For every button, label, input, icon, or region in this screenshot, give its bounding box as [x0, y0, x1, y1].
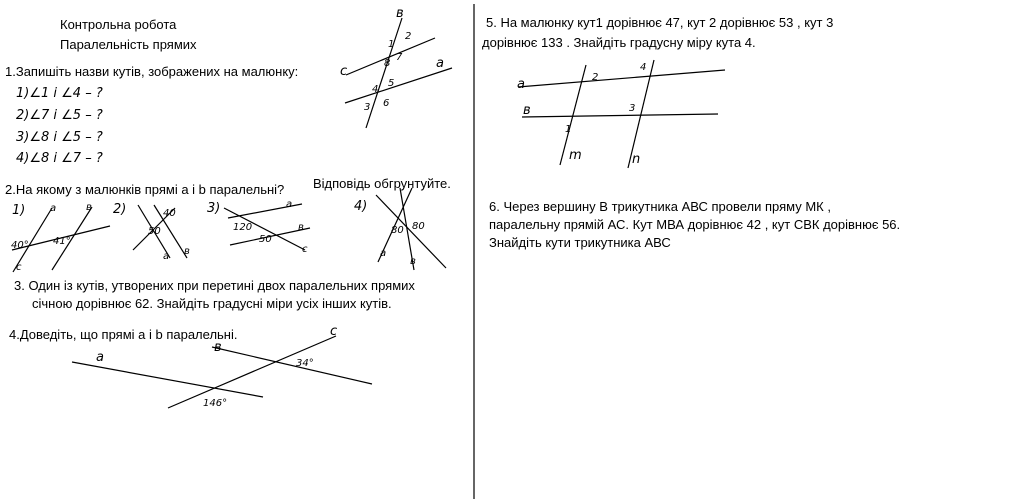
task5-angle: 1 [565, 124, 572, 135]
task5-angle: 2 [592, 72, 599, 83]
task1-angle: 3 [364, 102, 371, 113]
task1-angle: 6 [383, 98, 390, 109]
task2-fig2-number: 2) [113, 202, 127, 217]
task5-label-m: m [569, 148, 582, 163]
task2-fig4-label: а [380, 248, 387, 259]
task2-fig1-angle: 41° [53, 236, 71, 247]
task4-label-c: с [330, 324, 338, 339]
task1-label-b: в [396, 6, 404, 21]
task4-angle: 34° [296, 358, 314, 369]
task1-angle: 8 [384, 58, 391, 69]
task1-item: 4)∠8 і ∠7 – ? [16, 151, 103, 166]
task2-question: 2.На якому з малюнків прямі а і b паралельні? [5, 182, 285, 197]
task1-label-a: а [436, 56, 444, 71]
task2-fig2-label: в [184, 246, 190, 257]
task2-fig3-number: 3) [207, 201, 221, 216]
task5-line2: дорівнює 133 . Знайдіть градусну міру кута 4. [482, 35, 756, 50]
task6-line3: Знайдіть кути трикутника АВС [489, 235, 671, 250]
task4-label-a: а [96, 350, 104, 365]
task5-label-n: n [632, 152, 641, 167]
task2-fig4-angle: 80 [412, 221, 425, 232]
task6-line2: паралельну прямій АС. Кут МВА дорівнює 42 , кут СВК дорівнює 56. [489, 217, 901, 232]
task1-question: 1.Запишіть назви кутів, зображених на малюнку: [5, 64, 299, 79]
task2-fig2-label: а [163, 251, 170, 262]
task2-fig3-label: с [302, 244, 308, 255]
task2-fig4-label: в [410, 256, 416, 267]
task1-label-c: с [340, 64, 348, 79]
task1-item: 2)∠7 і ∠5 – ? [16, 108, 103, 123]
task1-angle: 5 [388, 78, 395, 89]
task1-angle: 2 [405, 31, 412, 42]
task1-figure [345, 18, 452, 128]
task5-angle: 4 [640, 62, 647, 73]
task3-line1: 3. Один із кутів, утворених при перетині двох паралельних прямих [14, 278, 415, 293]
task5-label-a: а [517, 77, 525, 92]
task1-angle: 1 [388, 39, 395, 50]
test-title: Контрольна робота [60, 17, 177, 32]
task5-figure [518, 60, 725, 168]
task2-fig3-label: а [286, 199, 293, 210]
task2-fig3-label: в [298, 222, 304, 233]
task2-fig1-label: в [86, 202, 92, 213]
task2-fig2-angle: 40 [163, 208, 176, 219]
task2-fig4-number: 4) [354, 199, 368, 214]
task2-fig3-angle: 120 [233, 222, 253, 233]
task2-fig1-label: а [50, 203, 57, 214]
task2-fig1-number: 1) [12, 203, 26, 218]
task1-angle: 4 [372, 84, 379, 95]
task4-angle: 146° [203, 398, 228, 409]
task4-label-b: в [214, 340, 222, 355]
task2-fig1-label: с [16, 262, 22, 273]
task3-line2: січною дорівнює 62. Знайдіть градусні міри усіх інших кутів. [32, 296, 392, 311]
task2-fig4-angle: 80 [391, 225, 404, 236]
task2-question-tail: Відповідь обгрунтуйте. [313, 176, 451, 191]
test-subtitle: Паралельність прямих [60, 37, 197, 52]
task2-fig1-angle: 40° [11, 240, 29, 251]
task5-label-b: в [523, 103, 531, 118]
task2-fig2-angle: 50 [148, 226, 161, 237]
task5-angle: 3 [629, 103, 636, 114]
task1-item: 1)∠1 і ∠4 – ? [16, 86, 103, 101]
task4-question: 4.Доведіть, що прямі а і b паралельні. [9, 327, 238, 342]
task1-angle: 7 [396, 52, 403, 63]
task6-line1: 6. Через вершину В трикутника АВС провели пряму МК , [489, 199, 831, 214]
task1-item: 3)∠8 і ∠5 – ? [16, 130, 103, 145]
task2-fig3-angle: 50 [259, 234, 272, 245]
task5-line1: 5. На малюнку кут1 дорівнює 47, кут 2 дорівнює 53 , кут 3 [486, 15, 834, 30]
